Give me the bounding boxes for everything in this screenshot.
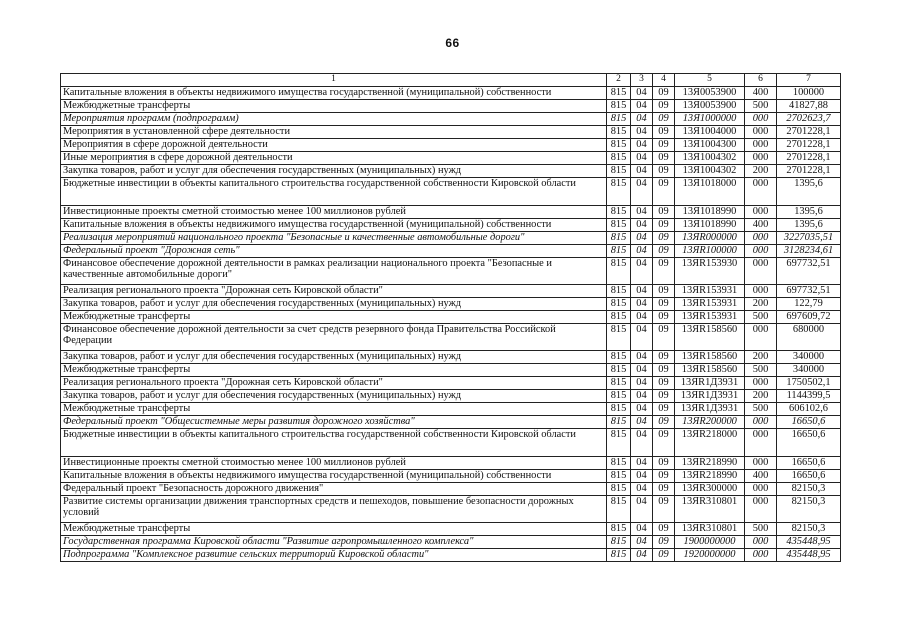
expense-type-cell: 500: [745, 402, 777, 415]
target-article-cell: 13ЯR153931: [675, 284, 745, 297]
amount-cell: 122,79: [777, 297, 841, 310]
ved-code-cell: 815: [607, 522, 631, 535]
subsection-code-cell: 09: [653, 350, 675, 363]
ved-code-cell: 815: [607, 535, 631, 548]
section-code-cell: 04: [631, 231, 653, 244]
row-name-cell: Капитальные вложения в объекты недвижимого имущества государственной (муниципальной) собственности: [61, 218, 607, 231]
amount-cell: 680000: [777, 323, 841, 350]
expense-type-cell: 000: [745, 323, 777, 350]
expense-type-cell: 200: [745, 350, 777, 363]
table-row: [61, 363, 841, 376]
ved-code-cell: 815: [607, 310, 631, 323]
row-name-cell: Закупка товаров, работ и услуг для обеспечения государственных (муниципальных) нужд: [61, 297, 607, 310]
subsection-code-cell: 09: [653, 244, 675, 257]
expense-type-cell: 500: [745, 363, 777, 376]
target-article-cell: 13ЯR000000: [675, 231, 745, 244]
expense-type-cell: 500: [745, 310, 777, 323]
ved-code-cell: 815: [607, 164, 631, 177]
section-code-cell: 04: [631, 389, 653, 402]
table-row: [61, 310, 841, 323]
row-name-cell: Федеральный проект "Дорожная сеть": [61, 244, 607, 257]
table-row: [61, 86, 841, 99]
section-code-cell: 04: [631, 323, 653, 350]
ved-code-cell: 815: [607, 495, 631, 522]
ved-code-cell: 815: [607, 548, 631, 561]
row-name-cell: Финансовое обеспечение дорожной деятельности в рамках реализации национального проекта "Безопасные и качественные автомобильные дороги": [61, 257, 607, 284]
amount-cell: 16650,6: [777, 428, 841, 456]
ved-code-cell: 815: [607, 125, 631, 138]
subsection-code-cell: 09: [653, 428, 675, 456]
section-code-cell: 04: [631, 257, 653, 284]
row-name-cell: Мероприятия программ (подпрограмм): [61, 112, 607, 125]
target-article-cell: 13Я0053900: [675, 99, 745, 112]
row-name-cell: Капитальные вложения в объекты недвижимого имущества государственной (муниципальной) собственности: [61, 86, 607, 99]
section-code-cell: 04: [631, 205, 653, 218]
amount-cell: 16650,6: [777, 415, 841, 428]
ved-code-cell: 815: [607, 350, 631, 363]
table-row: [61, 495, 841, 522]
row-name-cell: Капитальные вложения в объекты недвижимого имущества государственной (муниципальной) собственности: [61, 469, 607, 482]
ved-code-cell: 815: [607, 86, 631, 99]
target-article-cell: 13Я1018990: [675, 218, 745, 231]
expense-type-cell: 400: [745, 86, 777, 99]
section-code-cell: 04: [631, 363, 653, 376]
header-cell: 2: [607, 74, 631, 87]
row-name-cell: Федеральный проект "Общесистемные меры развития дорожного хозяйства": [61, 415, 607, 428]
expense-type-cell: 400: [745, 469, 777, 482]
target-article-cell: 13Я1004302: [675, 164, 745, 177]
ved-code-cell: 815: [607, 415, 631, 428]
amount-cell: 82150,3: [777, 522, 841, 535]
ved-code-cell: 815: [607, 456, 631, 469]
row-name-cell: Закупка товаров, работ и услуг для обеспечения государственных (муниципальных) нужд: [61, 164, 607, 177]
target-article-cell: 1900000000: [675, 535, 745, 548]
table-body: [61, 74, 841, 562]
target-article-cell: 13ЯR158560: [675, 350, 745, 363]
target-article-cell: 13ЯR158560: [675, 323, 745, 350]
amount-cell: 2701228,1: [777, 164, 841, 177]
table-row: [61, 456, 841, 469]
row-name-cell: Финансовое обеспечение дорожной деятельности за счет средств резервного фонда Правительства Российской Федерации: [61, 323, 607, 350]
subsection-code-cell: 09: [653, 177, 675, 205]
header-row: [61, 74, 841, 87]
row-name-cell: Межбюджетные трансферты: [61, 99, 607, 112]
amount-cell: 1144399,5: [777, 389, 841, 402]
expense-type-cell: 000: [745, 482, 777, 495]
row-name-cell: Закупка товаров, работ и услуг для обеспечения государственных (муниципальных) нужд: [61, 350, 607, 363]
target-article-cell: 13ЯR1Д3931: [675, 402, 745, 415]
ved-code-cell: 815: [607, 469, 631, 482]
section-code-cell: 04: [631, 112, 653, 125]
target-article-cell: 13ЯR153931: [675, 297, 745, 310]
target-article-cell: 13ЯR218990: [675, 456, 745, 469]
section-code-cell: 04: [631, 86, 653, 99]
expense-type-cell: 000: [745, 428, 777, 456]
amount-cell: 2701228,1: [777, 125, 841, 138]
table-row: [61, 138, 841, 151]
ved-code-cell: 815: [607, 138, 631, 151]
amount-cell: 1395,6: [777, 177, 841, 205]
section-code-cell: 04: [631, 548, 653, 561]
table-row: [61, 177, 841, 205]
header-cell: 5: [675, 74, 745, 87]
ved-code-cell: 815: [607, 297, 631, 310]
row-name-cell: Реализация регионального проекта "Дорожная сеть Кировской области": [61, 376, 607, 389]
target-article-cell: 13ЯR1Д3931: [675, 376, 745, 389]
amount-cell: 697732,51: [777, 257, 841, 284]
target-article-cell: 13Я1018000: [675, 177, 745, 205]
subsection-code-cell: 09: [653, 548, 675, 561]
ved-code-cell: 815: [607, 363, 631, 376]
expense-type-cell: 000: [745, 112, 777, 125]
table-row: [61, 402, 841, 415]
amount-cell: 1395,6: [777, 218, 841, 231]
subsection-code-cell: 09: [653, 402, 675, 415]
header-cell: 4: [653, 74, 675, 87]
subsection-code-cell: 09: [653, 469, 675, 482]
section-code-cell: 04: [631, 284, 653, 297]
section-code-cell: 04: [631, 469, 653, 482]
subsection-code-cell: 09: [653, 205, 675, 218]
row-name-cell: Иные мероприятия в сфере дорожной деятельности: [61, 151, 607, 164]
expense-type-cell: 000: [745, 535, 777, 548]
ved-code-cell: 815: [607, 231, 631, 244]
row-name-cell: Подпрограмма "Комплексное развитие сельских территорий Кировской области": [61, 548, 607, 561]
target-article-cell: 13ЯR200000: [675, 415, 745, 428]
section-code-cell: 04: [631, 428, 653, 456]
subsection-code-cell: 09: [653, 112, 675, 125]
table-row: [61, 522, 841, 535]
ved-code-cell: 815: [607, 428, 631, 456]
subsection-code-cell: 09: [653, 323, 675, 350]
amount-cell: 606102,6: [777, 402, 841, 415]
target-article-cell: 13Я0053900: [675, 86, 745, 99]
target-article-cell: 13ЯR100000: [675, 244, 745, 257]
subsection-code-cell: 09: [653, 138, 675, 151]
row-name-cell: Бюджетные инвестиции в объекты капитального строительства государственной собственности Кировской области: [61, 177, 607, 205]
expense-type-cell: 500: [745, 99, 777, 112]
amount-cell: 100000: [777, 86, 841, 99]
row-name-cell: Бюджетные инвестиции в объекты капитального строительства государственной собственности Кировской области: [61, 428, 607, 456]
ved-code-cell: 815: [607, 257, 631, 284]
target-article-cell: 13Я1004000: [675, 125, 745, 138]
expense-type-cell: 000: [745, 177, 777, 205]
target-article-cell: 13ЯR1Д3931: [675, 389, 745, 402]
row-name-cell: Реализация регионального проекта "Дорожная сеть Кировской области": [61, 284, 607, 297]
target-article-cell: 13ЯR153931: [675, 310, 745, 323]
expense-type-cell: 000: [745, 151, 777, 164]
table-row: [61, 376, 841, 389]
section-code-cell: 04: [631, 99, 653, 112]
subsection-code-cell: 09: [653, 125, 675, 138]
amount-cell: 1750502,1: [777, 376, 841, 389]
amount-cell: 2701228,1: [777, 138, 841, 151]
subsection-code-cell: 09: [653, 495, 675, 522]
ved-code-cell: 815: [607, 284, 631, 297]
table-row: [61, 323, 841, 350]
header-cell: 3: [631, 74, 653, 87]
section-code-cell: 04: [631, 535, 653, 548]
amount-cell: 435448,95: [777, 535, 841, 548]
expense-type-cell: 000: [745, 376, 777, 389]
table-row: [61, 548, 841, 561]
ved-code-cell: 815: [607, 402, 631, 415]
target-article-cell: 13Я1004300: [675, 138, 745, 151]
subsection-code-cell: 09: [653, 482, 675, 495]
target-article-cell: 13Я1004302: [675, 151, 745, 164]
section-code-cell: 04: [631, 456, 653, 469]
expense-type-cell: 000: [745, 495, 777, 522]
target-article-cell: 13ЯR218990: [675, 469, 745, 482]
table-row: [61, 112, 841, 125]
amount-cell: 82150,3: [777, 482, 841, 495]
target-article-cell: 13ЯR218000: [675, 428, 745, 456]
amount-cell: 2701228,1: [777, 151, 841, 164]
table-row: [61, 482, 841, 495]
header-cell: 6: [745, 74, 777, 87]
row-name-cell: Инвестиционные проекты сметной стоимостью менее 100 миллионов рублей: [61, 205, 607, 218]
table-row: [61, 350, 841, 363]
subsection-code-cell: 09: [653, 151, 675, 164]
section-code-cell: 04: [631, 138, 653, 151]
target-article-cell: 13ЯR300000: [675, 482, 745, 495]
expense-type-cell: 500: [745, 522, 777, 535]
expense-type-cell: 000: [745, 415, 777, 428]
subsection-code-cell: 09: [653, 257, 675, 284]
target-article-cell: 13Я1018990: [675, 205, 745, 218]
subsection-code-cell: 09: [653, 535, 675, 548]
amount-cell: 3227035,51: [777, 231, 841, 244]
page-number: 66: [445, 36, 460, 50]
table-row: [61, 284, 841, 297]
section-code-cell: 04: [631, 415, 653, 428]
table-row: [61, 231, 841, 244]
section-code-cell: 04: [631, 244, 653, 257]
section-code-cell: 04: [631, 350, 653, 363]
section-code-cell: 04: [631, 402, 653, 415]
target-article-cell: 13ЯR310801: [675, 522, 745, 535]
ved-code-cell: 815: [607, 177, 631, 205]
section-code-cell: 04: [631, 218, 653, 231]
amount-cell: 82150,3: [777, 495, 841, 522]
section-code-cell: 04: [631, 164, 653, 177]
budget-table: [60, 73, 841, 562]
amount-cell: 16650,6: [777, 469, 841, 482]
ved-code-cell: 815: [607, 151, 631, 164]
section-code-cell: 04: [631, 151, 653, 164]
table-row: [61, 428, 841, 456]
amount-cell: 3128234,61: [777, 244, 841, 257]
target-article-cell: 1920000000: [675, 548, 745, 561]
amount-cell: 435448,95: [777, 548, 841, 561]
ved-code-cell: 815: [607, 244, 631, 257]
expense-type-cell: 000: [745, 284, 777, 297]
ved-code-cell: 815: [607, 482, 631, 495]
row-name-cell: Инвестиционные проекты сметной стоимостью менее 100 миллионов рублей: [61, 456, 607, 469]
table-row: [61, 244, 841, 257]
target-article-cell: 13ЯR158560: [675, 363, 745, 376]
section-code-cell: 04: [631, 376, 653, 389]
expense-type-cell: 000: [745, 125, 777, 138]
subsection-code-cell: 09: [653, 376, 675, 389]
target-article-cell: 13ЯR153930: [675, 257, 745, 284]
row-name-cell: Мероприятия в сфере дорожной деятельности: [61, 138, 607, 151]
expense-type-cell: 000: [745, 138, 777, 151]
table-row: [61, 164, 841, 177]
section-code-cell: 04: [631, 297, 653, 310]
ved-code-cell: 815: [607, 99, 631, 112]
expense-type-cell: 200: [745, 164, 777, 177]
subsection-code-cell: 09: [653, 389, 675, 402]
table-row: [61, 257, 841, 284]
subsection-code-cell: 09: [653, 363, 675, 376]
ved-code-cell: 815: [607, 389, 631, 402]
section-code-cell: 04: [631, 482, 653, 495]
amount-cell: 41827,88: [777, 99, 841, 112]
target-article-cell: 13ЯR310801: [675, 495, 745, 522]
table-row: [61, 99, 841, 112]
ved-code-cell: 815: [607, 112, 631, 125]
target-article-cell: 13Я1000000: [675, 112, 745, 125]
expense-type-cell: 000: [745, 456, 777, 469]
subsection-code-cell: 09: [653, 415, 675, 428]
expense-type-cell: 000: [745, 257, 777, 284]
expense-type-cell: 200: [745, 389, 777, 402]
table-row: [61, 389, 841, 402]
ved-code-cell: 815: [607, 205, 631, 218]
subsection-code-cell: 09: [653, 86, 675, 99]
amount-cell: 16650,6: [777, 456, 841, 469]
amount-cell: 2702623,7: [777, 112, 841, 125]
row-name-cell: Межбюджетные трансферты: [61, 310, 607, 323]
subsection-code-cell: 09: [653, 284, 675, 297]
subsection-code-cell: 09: [653, 456, 675, 469]
amount-cell: 340000: [777, 363, 841, 376]
ved-code-cell: 815: [607, 323, 631, 350]
subsection-code-cell: 09: [653, 522, 675, 535]
expense-type-cell: 000: [745, 205, 777, 218]
section-code-cell: 04: [631, 310, 653, 323]
expense-type-cell: 000: [745, 548, 777, 561]
subsection-code-cell: 09: [653, 99, 675, 112]
row-name-cell: Федеральный проект "Безопасность дорожного движения": [61, 482, 607, 495]
expense-type-cell: 400: [745, 218, 777, 231]
ved-code-cell: 815: [607, 376, 631, 389]
section-code-cell: 04: [631, 522, 653, 535]
header-cell: 7: [777, 74, 841, 87]
subsection-code-cell: 09: [653, 297, 675, 310]
expense-type-cell: 000: [745, 231, 777, 244]
amount-cell: 697732,51: [777, 284, 841, 297]
table-row: [61, 151, 841, 164]
row-name-cell: Межбюджетные трансферты: [61, 363, 607, 376]
row-name-cell: Реализация мероприятий национального проекта "Безопасные и качественные автомобильные дороги": [61, 231, 607, 244]
subsection-code-cell: 09: [653, 310, 675, 323]
ved-code-cell: 815: [607, 218, 631, 231]
amount-cell: 697609,72: [777, 310, 841, 323]
row-name-cell: Государственная программа Кировской области "Развитие агропромышленного комплекса": [61, 535, 607, 548]
subsection-code-cell: 09: [653, 218, 675, 231]
expense-type-cell: 200: [745, 297, 777, 310]
table-row: [61, 415, 841, 428]
amount-cell: 340000: [777, 350, 841, 363]
table-row: [61, 535, 841, 548]
row-name-cell: Межбюджетные трансферты: [61, 522, 607, 535]
expense-type-cell: 000: [745, 244, 777, 257]
subsection-code-cell: 09: [653, 164, 675, 177]
table-row: [61, 205, 841, 218]
table-row: [61, 125, 841, 138]
section-code-cell: 04: [631, 177, 653, 205]
row-name-cell: Закупка товаров, работ и услуг для обеспечения государственных (муниципальных) нужд: [61, 389, 607, 402]
subsection-code-cell: 09: [653, 231, 675, 244]
table-row: [61, 469, 841, 482]
table-row: [61, 218, 841, 231]
row-name-cell: Развитие системы организации движения транспортных средств и пешеходов, повышение безопасности дорожных условий: [61, 495, 607, 522]
header-cell: 1: [61, 74, 607, 87]
row-name-cell: Мероприятия в установленной сфере деятельности: [61, 125, 607, 138]
table-row: [61, 297, 841, 310]
amount-cell: 1395,6: [777, 205, 841, 218]
section-code-cell: 04: [631, 495, 653, 522]
section-code-cell: 04: [631, 125, 653, 138]
row-name-cell: Межбюджетные трансферты: [61, 402, 607, 415]
